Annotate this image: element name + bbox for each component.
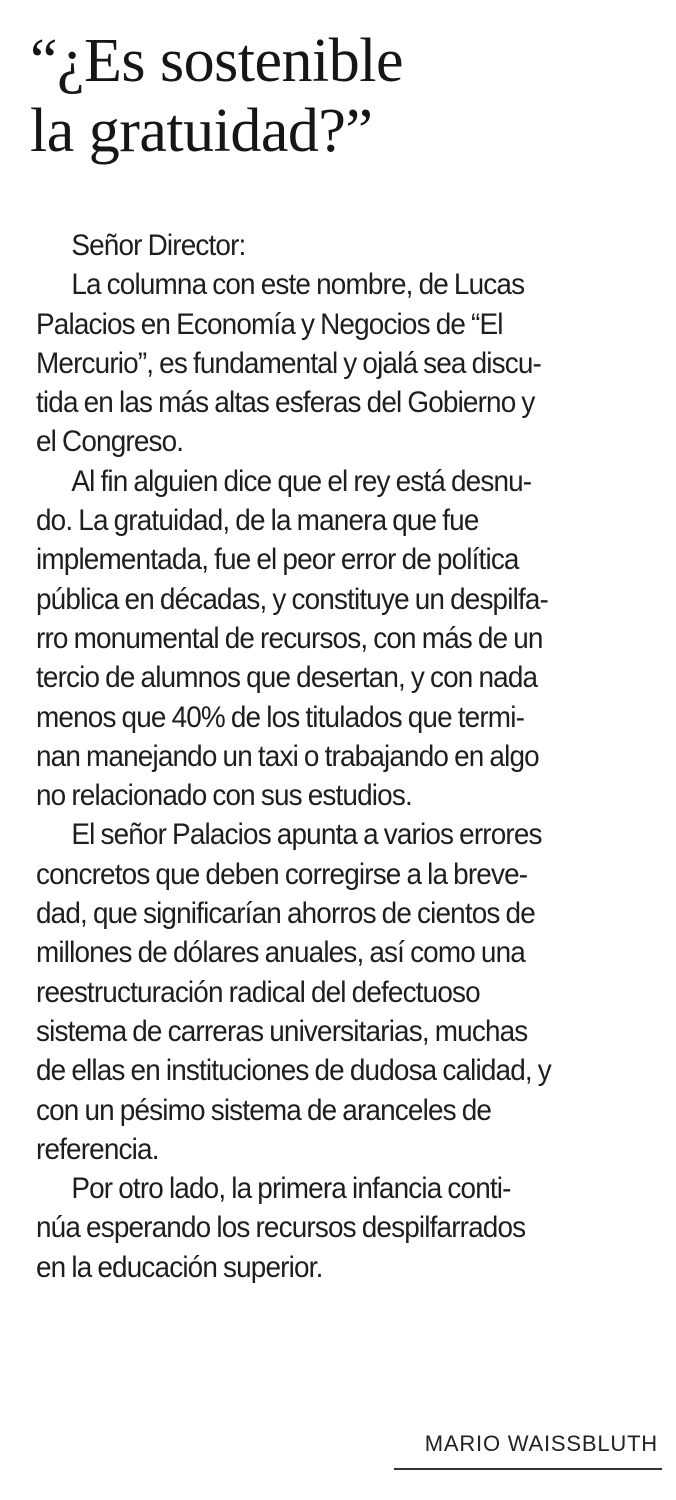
letter-line: millones de dólares anuales, así como una — [36, 936, 525, 970]
letter-line: concretos que deben corregirse a la breve- — [36, 857, 528, 891]
letter-line: menos que 40% de los titulados que termi- — [36, 700, 525, 734]
letter-line: Señor Director: — [71, 229, 246, 262]
letter-line: rro monumental de recursos, con más de un — [36, 621, 543, 655]
letter-line: La columna con este nombre, de Lucas — [71, 268, 525, 302]
letter-line: nan manejando un taxi o trabajando en algo — [36, 739, 539, 773]
letter-line: con un pésimo sistema de aranceles de — [36, 1093, 492, 1127]
letter-line: do. La gratuidad, de la manera que fue — [36, 504, 479, 538]
letter-line: tercio de alumnos que desertan, y con nada — [36, 661, 538, 695]
headline — [30, 26, 660, 166]
letter-line: dad, que significarían ahorros de cientos de — [36, 897, 535, 931]
letter-line: sistema de carreras universitarias, muchas — [36, 1014, 528, 1048]
letter-line: Al fin alguien dice que el rey está desnu- — [71, 464, 532, 498]
letter-line: de ellas en instituciones de dudosa calidad, y — [36, 1054, 551, 1088]
letter-line: no relacionado con sus estudios. — [36, 779, 412, 813]
letter-line: referencia. — [36, 1132, 159, 1166]
letter-line: Palacios en Economía y Negocios de “El — [36, 307, 503, 341]
letter-line: El señor Palacios apunta a varios errores — [71, 818, 542, 852]
headline-line-2: la gratuidad?” — [30, 97, 373, 165]
author-signature: MARIO WAISSBLUTH — [424, 1431, 658, 1456]
letter-line: el Congreso. — [36, 425, 184, 459]
letter-line: reestructuración radical del defectuoso — [36, 975, 480, 1009]
headline-line-1: “¿Es sostenible — [30, 27, 404, 95]
letter-line: núa esperando los recursos despilfarrados — [36, 1211, 526, 1245]
letter-line: implementada, fue el peor error de política — [36, 543, 519, 577]
signature-rule — [394, 1468, 662, 1470]
letter-body — [36, 226, 616, 1287]
letter-line: Por otro lado, la primera infancia conti- — [71, 1172, 511, 1206]
letter-line: tida en las más altas esferas del Gobierno y — [36, 386, 535, 420]
letter-line: Mercurio”, es fundamental y ojalá sea discu- — [36, 346, 542, 380]
letter-line: en la educación superior. — [36, 1250, 323, 1284]
letter-line: pública en décadas, y constituye un despilfa- — [36, 582, 549, 616]
